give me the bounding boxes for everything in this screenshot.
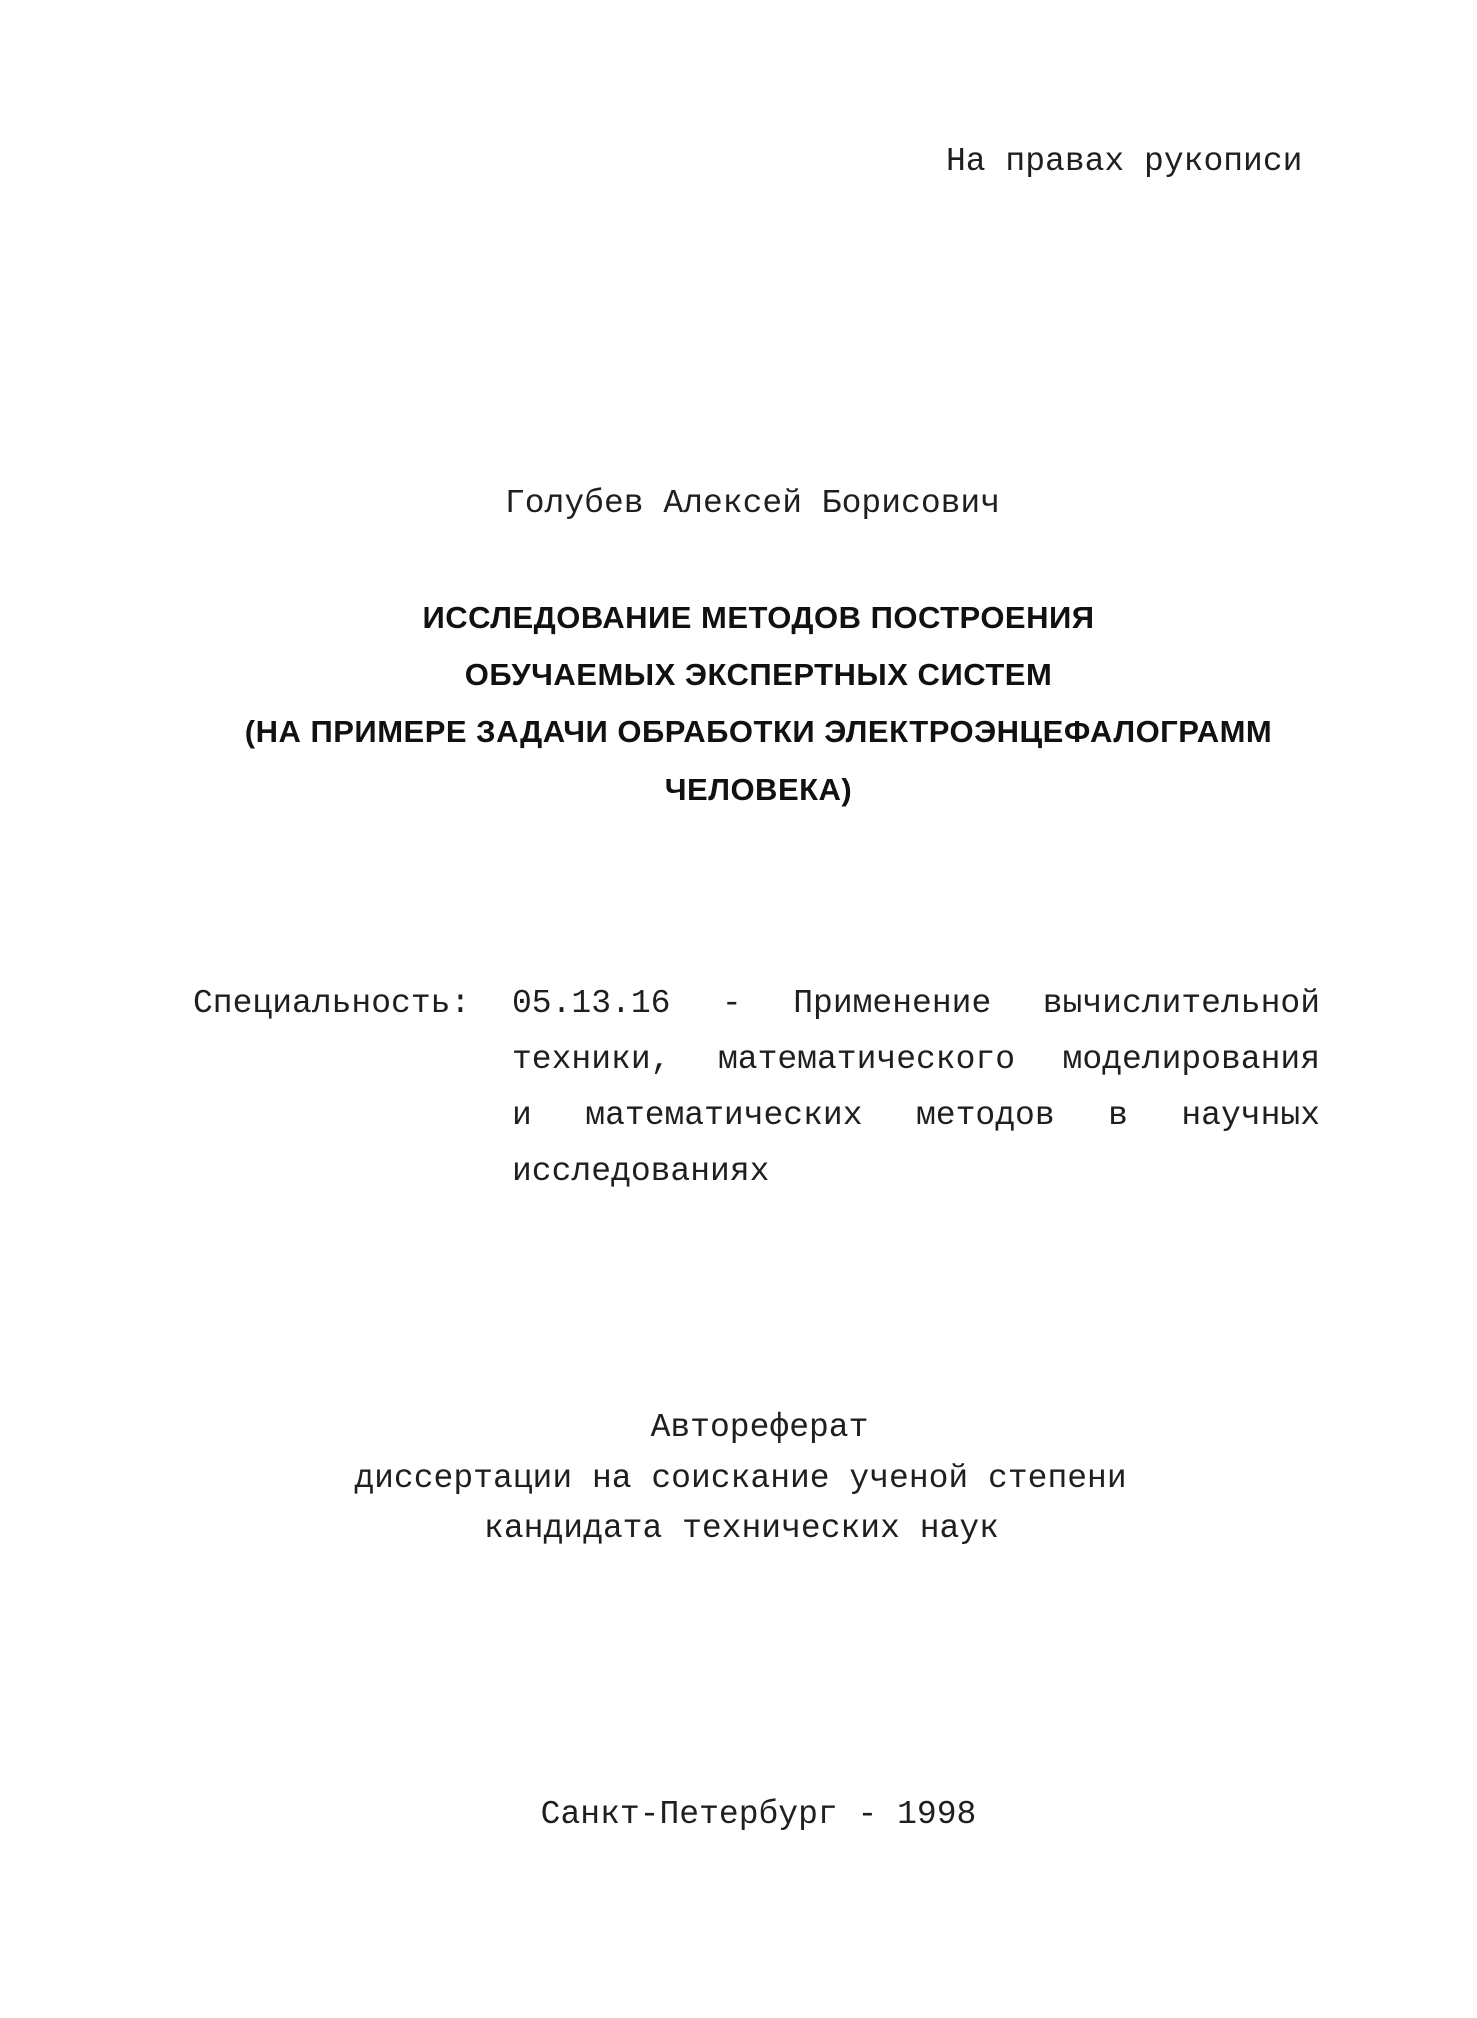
abstract-line-1: Автореферат xyxy=(650,1409,869,1446)
specialty-label: Специальность: xyxy=(193,985,471,1022)
specialty-line-2: техники, математического моделирования xyxy=(512,1041,1320,1078)
title-line-4: ЧЕЛОВЕКА) xyxy=(664,772,853,807)
abstract-line-3: кандидата технических наук xyxy=(484,1510,999,1547)
specialty-line-4: исследованиях xyxy=(512,1153,770,1190)
title-line-1: ИССЛЕДОВАНИЕ МЕТОДОВ ПОСТРОЕНИЯ xyxy=(422,600,1095,635)
specialty-line-3: и математических методов в научных xyxy=(512,1097,1320,1134)
author-name: Голубев Алексей Борисович xyxy=(504,485,1001,522)
abstract-line-2: диссертации на соискание ученой степени xyxy=(354,1460,1127,1497)
specialty-text xyxy=(512,976,1320,1200)
title-line-2: ОБУЧАЕМЫХ ЭКСПЕРТНЫХ СИСТЕМ xyxy=(464,657,1053,692)
specialty-line-1: 05.13.16 - Применение вычислительной xyxy=(512,985,1320,1022)
title-line-3: (НА ПРИМЕРЕ ЗАДАЧИ ОБРАБОТКИ ЭЛЕКТРОЭНЦЕФАЛОГРАММ xyxy=(244,714,1273,749)
manuscript-note: На правах рукописи xyxy=(946,143,1303,180)
place-year: Санкт-Петербург - 1998 xyxy=(540,1796,977,1833)
